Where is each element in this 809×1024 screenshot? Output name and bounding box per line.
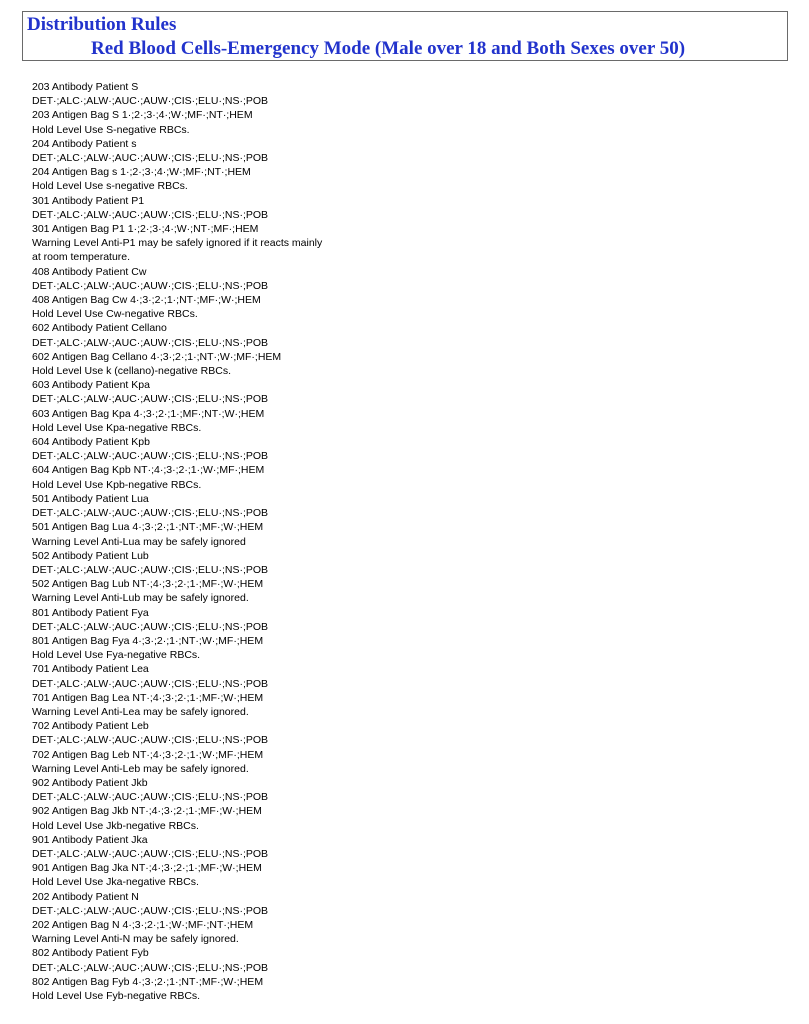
rule-line: 501 Antigen Bag Lua 4·;3·;2·;1·;NT·;MF·;W·;HEM — [32, 521, 264, 534]
rule-line: DET·;ALC·;ALW·;AUC·;AUW·;CIS·;ELU·;NS·;POB — [32, 208, 269, 221]
rule-line: 802 Antibody Patient Fyb — [32, 947, 149, 960]
rule-line: DET·;ALC·;ALW·;AUC·;AUW·;CIS·;ELU·;NS·;POB — [32, 95, 269, 108]
rule-line: 502 Antibody Patient Lub — [32, 549, 149, 562]
rule-line: DET·;ALC·;ALW·;AUC·;AUW·;CIS·;ELU·;NS·;POB — [32, 791, 269, 804]
rule-line: 701 Antibody Patient Lea — [32, 663, 149, 676]
rule-line: Hold Level Use Fya-negative RBCs. — [32, 649, 201, 662]
rule-line: 301 Antibody Patient P1 — [32, 194, 145, 207]
rule-line: 602 Antigen Bag Cellano 4·;3·;2·;1·;NT·;W·;MF·;HEM — [32, 350, 282, 363]
rule-line: DET·;ALC·;ALW·;AUC·;AUW·;CIS·;ELU·;NS·;POB — [32, 393, 269, 406]
rule-line: 203 Antigen Bag S 1·;2·;3·;4·;W·;MF·;NT·;HEM — [32, 109, 253, 122]
rule-line: Hold Level Use Jka-negative RBCs. — [32, 876, 199, 889]
rule-line: 901 Antibody Patient Jka — [32, 833, 148, 846]
rule-line: 408 Antibody Patient Cw — [32, 265, 147, 278]
rule-line: 301 Antigen Bag P1 1·;2·;3·;4·;W·;NT·;MF·;HEM — [32, 223, 259, 236]
rule-line: 602 Antibody Patient Cellano — [32, 322, 167, 335]
rule-line: 202 Antigen Bag N 4·;3·;2·;1·;W·;MF·;NT·;HEM — [32, 918, 254, 931]
page-subtitle: Red Blood Cells-Emergency Mode (Male over 18 and Both Sexes over 50) — [91, 38, 686, 59]
rule-line: DET·;ALC·;ALW·;AUC·;AUW·;CIS·;ELU·;NS·;POB — [32, 734, 269, 747]
rule-line: DET·;ALC·;ALW·;AUC·;AUW·;CIS·;ELU·;NS·;POB — [32, 450, 269, 463]
rule-line: Hold Level Use Cw-negative RBCs. — [32, 308, 198, 321]
rule-line: 702 Antigen Bag Leb NT·;4·;3·;2·;1·;W·;MF·;HEM — [32, 748, 264, 761]
rule-line: 603 Antibody Patient Kpa — [32, 379, 150, 392]
rule-line: Hold Level Use Kpb-negative RBCs. — [32, 478, 202, 491]
rule-line: 501 Antibody Patient Lua — [32, 492, 149, 505]
page-title: Distribution Rules — [27, 14, 177, 35]
rule-line: Hold Level Use k (cellano)-negative RBCs. — [32, 365, 232, 378]
rule-line: 801 Antibody Patient Fya — [32, 606, 149, 619]
rule-line: Hold Level Use Jkb-negative RBCs. — [32, 819, 199, 832]
rule-line: Warning Level Anti-Leb may be safely ignored. — [32, 762, 249, 775]
rule-line: 204 Antibody Patient s — [32, 137, 137, 150]
rule-line: 701 Antigen Bag Lea NT·;4·;3·;2·;1·;MF·;W·;HEM — [32, 691, 264, 704]
rule-line: Warning Level Anti-Lub may be safely ignored. — [32, 592, 249, 605]
rule-line: DET·;ALC·;ALW·;AUC·;AUW·;CIS·;ELU·;NS·;POB — [32, 152, 269, 165]
rule-line: 604 Antigen Bag Kpb NT·;4·;3·;2·;1·;W·;MF·;HEM — [32, 464, 265, 477]
document-header — [22, 11, 788, 61]
rule-line: 204 Antigen Bag s 1·;2·;3·;4·;W·;MF·;NT·;HEM — [32, 166, 251, 179]
rule-line: DET·;ALC·;ALW·;AUC·;AUW·;CIS·;ELU·;NS·;POB — [32, 904, 269, 917]
rule-line: 802 Antigen Bag Fyb 4·;3·;2·;1·;NT·;MF·;W·;HEM — [32, 975, 264, 988]
rule-line: 902 Antigen Bag Jkb NT·;4·;3·;2·;1·;MF·;W·;HEM — [32, 805, 262, 818]
rule-line: DET·;ALC·;ALW·;AUC·;AUW·;CIS·;ELU·;NS·;POB — [32, 336, 269, 349]
rule-line: DET·;ALC·;ALW·;AUC·;AUW·;CIS·;ELU·;NS·;POB — [32, 847, 269, 860]
rule-line: DET·;ALC·;ALW·;AUC·;AUW·;CIS·;ELU·;NS·;POB — [32, 279, 269, 292]
rule-line: DET·;ALC·;ALW·;AUC·;AUW·;CIS·;ELU·;NS·;POB — [32, 563, 269, 576]
rule-line: Warning Level Anti-Lua may be safely ignored — [32, 535, 246, 548]
rule-line: 502 Antigen Bag Lub NT·;4·;3·;2·;1·;MF·;W·;HEM — [32, 578, 264, 591]
rules-list — [32, 80, 772, 1003]
rule-line: Hold Level Use Fyb-negative RBCs. — [32, 990, 201, 1002]
rule-line: 901 Antigen Bag Jka NT·;4·;3·;2·;1·;MF·;W·;HEM — [32, 862, 262, 875]
rule-line: Hold Level Use S-negative RBCs. — [32, 123, 190, 136]
rule-line: at room temperature. — [32, 251, 131, 264]
rule-line: 801 Antigen Bag Fya 4·;3·;2·;1·;NT·;W·;MF·;HEM — [32, 634, 264, 647]
rule-line: Hold Level Use s-negative RBCs. — [32, 180, 188, 193]
rule-line: 202 Antibody Patient N — [32, 890, 139, 903]
rule-line: DET·;ALC·;ALW·;AUC·;AUW·;CIS·;ELU·;NS·;POB — [32, 507, 269, 520]
rule-line: Warning Level Anti-P1 may be safely ignored if it reacts mainly — [32, 237, 323, 250]
rule-line: 603 Antigen Bag Kpa 4·;3·;2·;1·;MF·;NT·;W·;HEM — [32, 407, 265, 420]
rule-line: 902 Antibody Patient Jkb — [32, 776, 148, 789]
rule-line: Hold Level Use Kpa-negative RBCs. — [32, 421, 202, 434]
rule-line: Warning Level Anti-Lea may be safely ignored. — [32, 705, 249, 718]
rule-line: Warning Level Anti-N may be safely ignored. — [32, 933, 239, 946]
rule-line: 604 Antibody Patient Kpb — [32, 436, 150, 449]
rule-line: DET·;ALC·;ALW·;AUC·;AUW·;CIS·;ELU·;NS·;POB — [32, 620, 269, 633]
rule-line: 408 Antigen Bag Cw 4·;3·;2·;1·;NT·;MF·;W·;HEM — [32, 294, 261, 307]
rule-line: 702 Antibody Patient Leb — [32, 720, 149, 733]
rule-line: DET·;ALC·;ALW·;AUC·;AUW·;CIS·;ELU·;NS·;POB — [32, 677, 269, 690]
rule-line: 203 Antibody Patient S — [32, 81, 139, 93]
rule-line: DET·;ALC·;ALW·;AUC·;AUW·;CIS·;ELU·;NS·;POB — [32, 961, 269, 974]
